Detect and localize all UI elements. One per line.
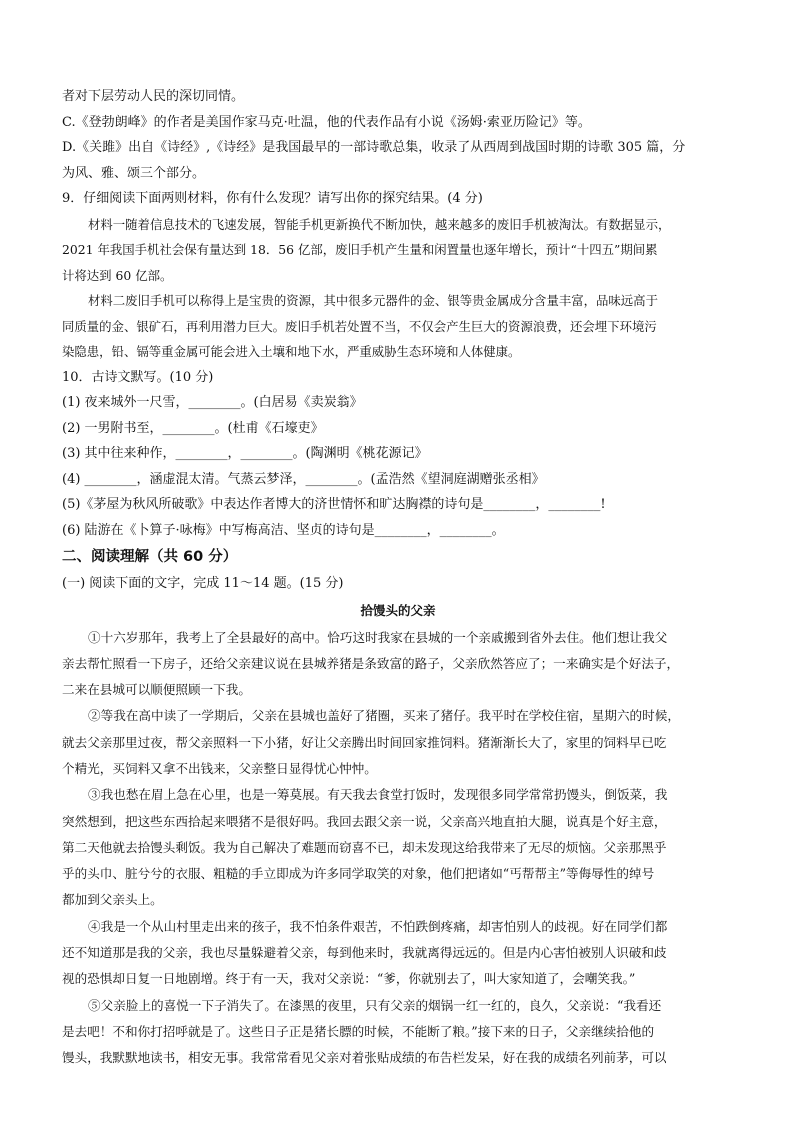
question-line: 10．古诗文默写。(10 分) [62, 369, 214, 385]
material-line: 染隐患，铅、镉等重金属可能会进入土壤和地下水，严重威胁生态环境和人体健康。 [62, 344, 521, 359]
text-line: 9．仔细阅读下面两则材料，你有什么发现？请写出你的探究结果。(4 分) [62, 191, 483, 206]
article-line: ①十六岁那年，我考上了全县最好的高中。恰巧这时我家在县城的一个亲戚搬到省外去住。他们想让我父 [88, 629, 668, 645]
material-two [62, 288, 734, 365]
text-line: D.《关雎》出自《诗经》,《诗经》是我国最早的一部诗歌总集，收录了从西周到战国时期的诗歌 305 篇，分 [62, 140, 686, 155]
article-line: 就去父亲那里过夜，帮父亲照料一下小猪，好让父亲腾出时间回家推饲料。猪渐渐长大了，家里的饲料早已吃 [62, 734, 667, 750]
article-line: ③我也愁在眉上急在心里，也是一筹莫展。有天我去食堂打饭时，发现很多同学常常扔馒头，倒饭菜，我 [88, 787, 668, 803]
article-line: ④我是一个从山村里走出来的孩子，我不怕条件艰苦，不怕跌倒疼痛，却害怕别人的歧视。好在同学们都 [88, 918, 668, 934]
article-line: 第二天他就去拾馒头剩饭。我为自己解决了难题而窃喜不已，却未发现这给我带来了无尽的烦恼。父亲那黑乎 [62, 839, 667, 855]
text-line: C.《登勃朗峰》的作者是美国作家马克·吐温，他的代表作品有小说《汤姆·索亚历险记》等。 [62, 114, 591, 130]
article-paragraph [62, 993, 734, 1072]
article-line: 是去吧！不和你打招呼就是了。这些日子正是猪长膘的时候，不能断了粮。”接下来的日子，父亲继续拾他的 [62, 1023, 655, 1039]
question-line: (1) 夜来城外一尺雪，________。(白居易《卖炭翁》 [62, 395, 363, 410]
article-line: 个精光，买饲料又拿不出钱来，父亲整日显得忧心忡忡。 [62, 760, 377, 776]
article-line: 乎的头巾、脏兮兮的衣服、粗糙的手立即成为许多同学取笑的对象，他们把诸如“丐帮帮主”等侮辱性的绰号 [62, 866, 655, 882]
article-body [62, 625, 734, 1072]
article-paragraph [62, 782, 734, 913]
question-line: (6) 陆游在《卜算子·咏梅》中写梅高洁、坚贞的诗句是________，________。 [62, 522, 505, 538]
material-line: 同质量的金、银矿石，再利用潜力巨大。废旧手机若处置不当，不仅会产生巨大的资源浪费，还会埋下环境污 [62, 318, 657, 334]
text-line: 者对下层劳动人民的深切同情。 [62, 89, 245, 104]
question-line: (3) 其中往来种作，________，________。(陶渊明《桃花源记》 [62, 446, 428, 461]
top-options [62, 84, 734, 212]
section-subheading: (一) 阅读下面的文字，完成 11～14 题。(15 分) [62, 576, 344, 591]
question-10 [62, 365, 734, 544]
article-paragraph [62, 625, 734, 704]
question-line: (4) ________，涵虚混太清。气蒸云梦泽，________。(孟浩然《望洞庭湖赠张丞相》 [62, 471, 545, 487]
material-line: 材料二废旧手机可以称得上是宝贵的资源，其中很多元器件的金、银等贵金属成分含量丰富，品味远高于 [88, 293, 658, 308]
material-one [62, 212, 734, 289]
article-line: ②等我在高中读了一学期后，父亲在县城也盖好了猪圈，买来了猪仔。我平时在学校住宿，星期六的时候， [88, 708, 680, 724]
article-line: 馒头，我默默地读书，相安无事。我常常看见父亲对着张贴成绩的布告栏发呆，好在我的成绩名列前茅，可以 [62, 1050, 667, 1066]
article-title: 拾馒头的父亲 [360, 602, 436, 618]
article-line: 亲去帮忙照看一下房子，还给父亲建议说在县城养猪是条致富的路子，父亲欣然答应了；一来确实是个好法子， [62, 655, 680, 671]
article-line: 视的恐惧却日复一日地剧增。终于有一天，我对父亲说：“爹，你就别去了，叫大家知道了，会嘲笑我。” [62, 971, 636, 987]
article-paragraph [62, 703, 734, 782]
article-paragraph [62, 914, 734, 993]
question-line: (5)《茅屋为秋风所破歌》中表达作者博大的济世情怀和旷达胸襟的诗句是________，________! [62, 497, 606, 512]
article-line: 二来在县城可以顺便照顾一下我。 [62, 682, 251, 698]
article-line: 突然想到，把这些东西拾起来喂猪不是很好吗。我回去跟父亲一说，父亲高兴地直拍大腿，说真是个好主意， [62, 813, 667, 829]
article-line: 都加到父亲头上。 [62, 892, 163, 908]
question-line: (2) 一男附书至，________。(杜甫《石壕吏》 [62, 420, 324, 436]
section-heading: 二、阅读理解（共 60 分） [62, 549, 238, 565]
material-line: 材料一随着信息技术的飞速发展，智能手机更新换代不断加快，越来越多的废旧手机被淘汰。有数据显示， [88, 216, 671, 232]
text-line: 为风、雅、颂三个部分。 [62, 165, 206, 181]
material-line: 2021 年我国手机社会保有量达到 18．56 亿部，废旧手机产生量和闲置量也逐年增长，预计“十四五”期间累 [62, 242, 658, 257]
material-line: 计将达到 60 亿部。 [62, 267, 173, 283]
exam-page [62, 84, 734, 1072]
article-line: ⑤父亲脸上的喜悦一下子消失了。在漆黑的夜里，只有父亲的烟锅一红一红的，良久，父亲说：“我看还 [88, 997, 662, 1013]
article-line: 还不知道那是我的父亲，我也尽量躲避着父亲，每到他来时，我就离得远远的。但是内心害怕被别人识破和歧 [62, 945, 667, 961]
